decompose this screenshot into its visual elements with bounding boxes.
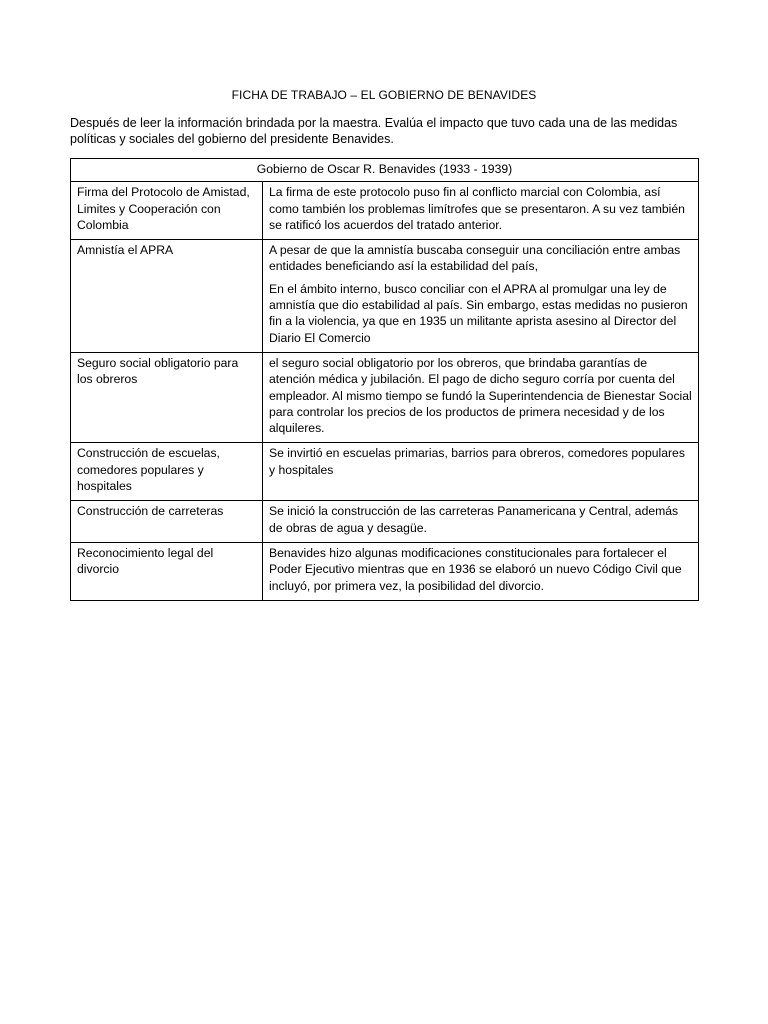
table-row — [71, 182, 699, 240]
impact-paragraph: Benavides hizo algunas modificaciones constitucionales para fortalecer el Poder Ejecutivo mientras que en 1936 se elaboró un nuevo Código Civil que incluyó, por primera vez, la posibilidad del divorcio. — [269, 545, 682, 593]
worksheet-title: FICHA DE TRABAJO – EL GOBIERNO DE BENAVIDES — [231, 88, 537, 102]
table-row — [71, 501, 699, 543]
government-measures-table — [70, 158, 699, 601]
measure-cell: Construcción de carreteras — [71, 501, 263, 543]
impact-cell — [263, 443, 699, 501]
table-row — [71, 443, 699, 501]
table-body — [71, 182, 699, 601]
instructions-paragraph: Después de leer la información brindada por la maestra. Evalúa el impacto que tuvo cada una de las medidas políticas y sociales del gobierno del presidente Benavides. — [70, 116, 678, 146]
impact-paragraph: Se inició la construcción de las carreteras Panamericana y Central, además de obras de agua y desagüe. — [269, 504, 679, 535]
measure-cell: Construcción de escuelas, comedores populares y hospitales — [71, 443, 263, 501]
table-row — [71, 352, 699, 442]
impact-paragraph: A pesar de que la amnistía buscaba conseguir una conciliación entre ambas entidades beneficiando así la estabilidad del país, — [269, 243, 681, 274]
table-caption: Gobierno de Oscar R. Benavides (1933 - 1939) — [71, 159, 699, 182]
table-row — [71, 542, 699, 600]
impact-paragraph: el seguro social obligatorio por los obreros, que brindaba garantías de atención médica y jubilación. El pago de dicho seguro corría por cuenta del empleador. Al mismo tiempo se fundó la Superintendencia de Bienestar Social para controlar los precios de los productos de primera necesidad y de los alquileres. — [269, 355, 692, 436]
measure-cell: Amnistía el APRA — [71, 240, 263, 353]
measure-cell: Seguro social obligatorio para los obreros — [71, 352, 263, 442]
impact-cell — [263, 182, 699, 240]
impact-cell — [263, 542, 699, 600]
measure-cell: Firma del Protocolo de Amistad, Limites y Cooperación con Colombia — [71, 182, 263, 240]
table-caption-row — [71, 159, 699, 182]
impact-cell — [263, 240, 699, 353]
impact-paragraph: En el ámbito interno, busco conciliar con el APRA al promulgar una ley de amnistía que dio estabilidad al país. Sin embargo, estas medidas no pusieron fin a la violencia, ya que en 1935 un militante aprista asesino al Director del Diario El Comercio — [269, 281, 688, 345]
table-row — [71, 240, 699, 353]
impact-paragraph: La firma de este protocolo puso fin al conflicto marcial con Colombia, así como también los problemas limítrofes que se presentaron. A su vez también se ratificó los acuerdos del tratado anterior. — [269, 185, 685, 232]
measure-cell: Reconocimiento legal del divorcio — [71, 542, 263, 600]
impact-cell — [263, 352, 699, 442]
impact-paragraph: Se invirtió en escuelas primarias, barrios para obreros, comedores populares y hospitales — [269, 446, 685, 477]
impact-cell — [263, 501, 699, 543]
